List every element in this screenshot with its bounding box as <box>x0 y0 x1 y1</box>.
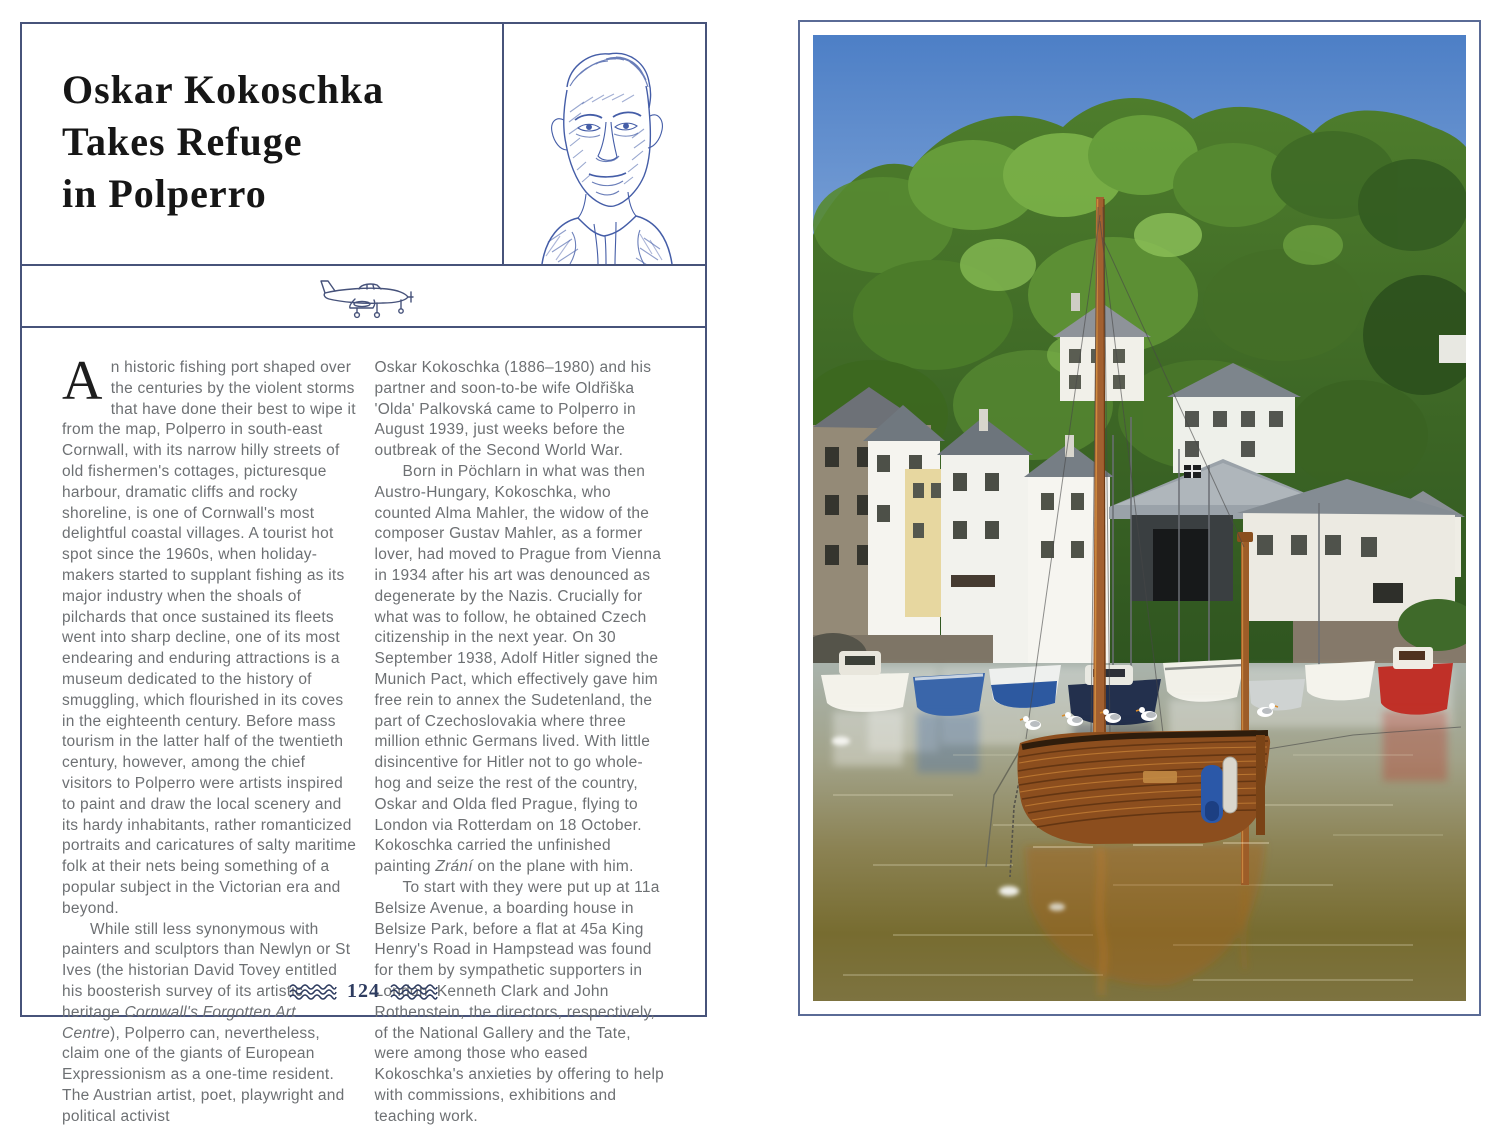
article-body <box>22 328 705 1127</box>
body-paragraph: To start with they were put up at 11a Belsize Avenue, a boarding house in Belsize Park, before a flat at 45a King Henry's Road in Hampstead was found for them by sympathetic supporters in London. Kenneth Clark and John Rothenstein, the directors, respectively, of the National Gallery and the Tate, were among those who eased Kokoschka's anxieties by offering to help with commissions, exhibitions and teaching work. <box>374 878 665 1125</box>
body-paragraph: While still less synonymous with painters and sculptors than Newlyn or St Ives (the historian David Tovey entitled his boosterish survey of its artistic heritage Cornwall's Forgotten Art Centre), Polperro can, nevertheless, claim one of the giants of European Expressionism as a one-time resident. The Austrian artist, poet, playwright and political activist <box>62 920 351 1125</box>
chapter-title-line-3: in Polperro <box>62 171 267 216</box>
chapter-title <box>62 64 384 220</box>
chapter-header <box>22 24 705 266</box>
harbour-photo-illustration <box>813 35 1466 1001</box>
body-paragraph: Oskar Kokoschka (1886–1980) and his partner and soon-to-be wife Oldřiška 'Olda' Palkovská came to Polperro in August 1939, just weeks before the outbreak of the Second World War. <box>374 359 652 460</box>
text-column-left <box>62 350 357 1127</box>
wave-ornament-left <box>289 983 337 1001</box>
kokoschka-portrait-sketch <box>512 42 697 264</box>
airplane-icon <box>311 273 417 319</box>
body-paragraph: An historic fishing port shaped over the centuries by the violent storms that have done their best to wipe it from the map, Polperro in south-east Cornwall, with its narrow hilly streets of old fishermen's cottages, picturesque harbour, dramatic cliffs and rocky shoreline, is one of Cornwall's most delightful coastal villages. A tourist hot spot since the 1960s, when holiday-makers started to supplant fishing as its major industry when the shoals of pilchards that once sustained its fleets went into sharp decline, one of its most endearing and enduring attractions is a museum dedicated to the history of smuggling, which flourished in its coves in the eighteenth century. Before mass tourism in the latter half of the twentieth century, however, among the chief visitors to Polperro were artists inspired to paint and draw the local scenery and its hardy inhabitants, rather romanticized portraits and caricatures of salty maritime folk at their nets being something of a popular subject in the Victorian era and beyond. <box>62 350 357 917</box>
page-footer <box>22 980 705 1003</box>
wave-ornament-right <box>390 983 438 1001</box>
airplane-band <box>22 266 705 328</box>
text-column-right <box>375 358 670 1127</box>
left-page <box>20 22 707 1125</box>
page-number: 124 <box>347 980 380 1002</box>
body-paragraph: Born in Pöchlarn in what was then Austro-Hungary, Kokoschka, who counted Alma Mahler, the widow of the composer Gustav Mahler, as a former lover, had moved to Prague from Vienna in 1934 after his art was denounced as degenerate by the Nazis. Crucially for what was to follow, he obtained Czech citizenship in the next year. On 30 September 1938, Adolf Hitler signed the Munich Pact, which effectively gave him free rein to annex the Sudetenland, the part of Czechoslovakia where three million ethnic Germans lived. With little disincentive for Hitler not to go whole-hog and seize the rest of the country, Oskar and Olda fled Prague, flying to London via Rotterdam on 18 October. Kokoschka carried the unfinished painting Zrání on the plane with him. <box>374 462 662 876</box>
drop-cap: A <box>62 350 103 412</box>
right-page <box>798 20 1481 1016</box>
polperro-photo <box>798 20 1481 1016</box>
chapter-title-line-1: Oskar Kokoschka <box>62 67 385 112</box>
portrait-box <box>502 24 705 264</box>
chapter-title-line-2: Takes Refuge <box>62 119 303 164</box>
